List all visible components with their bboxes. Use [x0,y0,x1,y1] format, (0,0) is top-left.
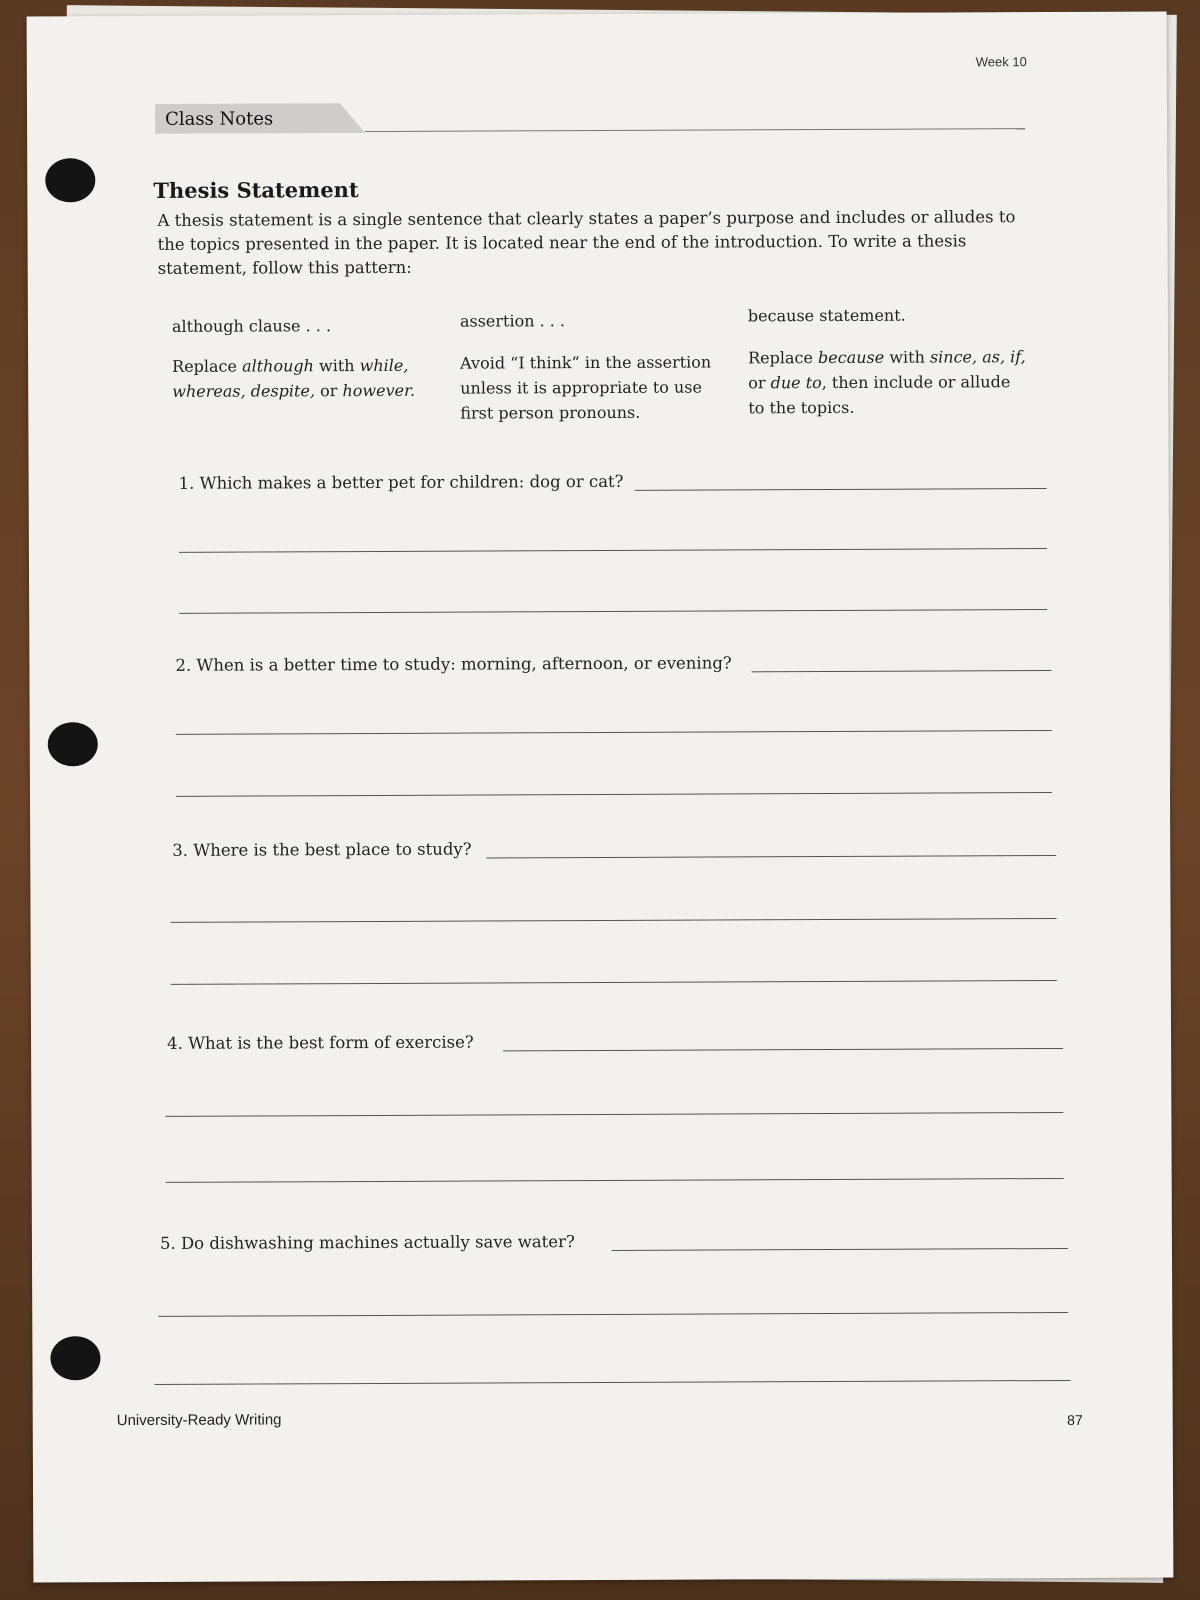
pattern-col3-note: Replace because with since, as, if, or due to, then include or allude to the topics. [748,347,1026,418]
answer-line[interactable] [165,1112,1063,1117]
question-5: 5. Do dishwashing machines actually save water? [159,1232,575,1253]
pattern-col2-note: Avoid “I think” in the assertion unless it is appropriate to use first person pronouns. [460,352,712,423]
punch-hole [45,158,95,202]
question-1: 1. Which makes a better pet for children: dog or cat? [178,471,624,493]
week-label: Week 10 [975,54,1027,70]
answer-line[interactable] [176,730,1052,735]
page-number: 87 [1067,1411,1083,1428]
question-2: 2. When is a better time to study: morning, afternoon, or evening? [175,653,732,675]
intro-paragraph: A thesis statement is a single sentence that clearly states a paper’s purpose and includes or alludes to the topics presented in the paper. It is located near the end of the introduction. To write a thesis statement, follow this pattern: [157,207,1016,278]
answer-line[interactable] [155,1380,1071,1385]
pattern-col3-head: because statement. [747,305,906,326]
answer-line[interactable] [179,609,1047,614]
banner-rule [365,128,1025,132]
section-title: Thesis Statement [153,177,359,203]
question-4: 4. What is the best form of exercise? [167,1032,474,1053]
punch-hole [48,722,98,766]
answer-line[interactable] [635,488,1047,491]
punch-hole [50,1336,100,1380]
answer-line[interactable] [503,1048,1063,1051]
pattern-col1-note: Replace although with while, whereas, despite, or however. [172,355,416,401]
answer-line[interactable] [612,1248,1068,1251]
answer-line[interactable] [171,918,1057,923]
answer-line[interactable] [179,548,1047,553]
answer-line[interactable] [486,855,1056,858]
book-title: University-Ready Writing [116,1411,282,1430]
answer-line[interactable] [158,1312,1068,1317]
answer-line[interactable] [171,980,1057,985]
answer-line[interactable] [176,792,1052,797]
worksheet-page [27,12,1174,1583]
pattern-col2-head: assertion . . . [459,311,566,331]
answer-line[interactable] [166,1178,1064,1183]
answer-line[interactable] [751,670,1051,672]
class-notes-label: Class Notes [164,108,274,130]
pattern-col1-head: although clause . . . [171,316,332,336]
question-3: 3. Where is the best place to study? [172,839,472,860]
